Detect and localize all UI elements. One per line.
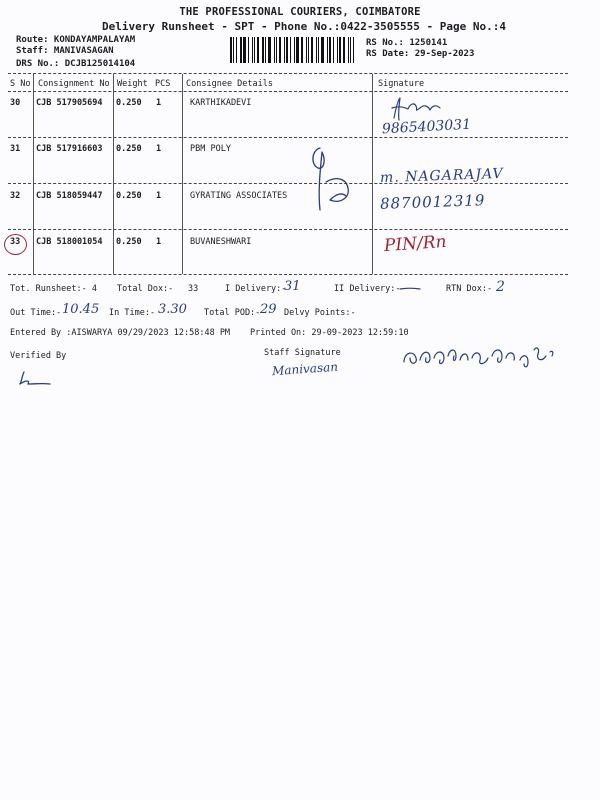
col-header-consignment: Consignment No xyxy=(38,79,110,89)
barcode-bar xyxy=(316,37,317,63)
barcode xyxy=(230,37,358,63)
barcode-bar xyxy=(279,37,281,63)
column-divider xyxy=(182,74,183,274)
handwritten-out-time: 10.45 xyxy=(62,302,100,317)
signature-scribble-row-31 xyxy=(306,142,356,217)
barcode-bar xyxy=(252,37,253,63)
barcode-bar xyxy=(243,37,246,63)
staff-label: Staff: MANIVASAGAN xyxy=(16,46,114,56)
row-33-consignment: CJB 518001054 xyxy=(36,237,103,247)
entered-by: Entered By :AISWARYA 09/29/2023 12:58:48 PM xyxy=(10,328,231,338)
barcode-bar xyxy=(321,37,324,63)
handwritten-note-row-33: PIN/Rn xyxy=(383,231,448,257)
verifier-signature xyxy=(14,368,54,390)
barcode-bar xyxy=(348,37,349,63)
rs-date: RS Date: 29-Sep-2023 xyxy=(366,49,475,59)
row-30-sno: 30 xyxy=(10,98,21,108)
handwritten-phone-row-30: 9865403031 xyxy=(381,116,472,138)
handwritten-in-time: 3.30 xyxy=(158,302,187,317)
barcode-bar xyxy=(262,37,264,63)
barcode-bar xyxy=(327,37,328,63)
col-header-sno: S No xyxy=(10,79,31,89)
header-rule xyxy=(8,91,568,92)
barcode-bar xyxy=(268,37,271,63)
row-rule xyxy=(8,229,568,230)
row-32-pcs: 1 xyxy=(156,191,162,201)
second-delivery-label: II Delivery:- xyxy=(334,284,401,294)
table-bottom-rule xyxy=(8,274,568,275)
total-runsheet: Tot. Runsheet:- 4 xyxy=(10,284,97,294)
company-name: THE PROFESSIONAL COURIERS, COIMBATORE xyxy=(179,6,421,18)
row-31-sno: 31 xyxy=(10,144,21,154)
barcode-bar xyxy=(308,37,309,63)
runsheet-title: Delivery Runsheet - SPT - Phone No.:0422-3505555 - Page No.:4 xyxy=(102,20,506,33)
column-divider xyxy=(113,74,114,274)
barcode-bar xyxy=(276,37,277,63)
rtn-dox-label: RTN Dox:- xyxy=(446,284,493,294)
barcode-bar xyxy=(318,37,319,63)
col-header-weight: Weight xyxy=(117,79,148,89)
barcode-bar xyxy=(286,37,288,63)
barcode-bar xyxy=(353,37,354,63)
row-30-weight: 0.250 xyxy=(116,98,142,108)
row-30-consignee: KARTHIKADEVI xyxy=(190,98,252,108)
tamil-signature xyxy=(400,336,560,372)
barcode-bar xyxy=(240,37,242,63)
barcode-bar xyxy=(306,37,307,63)
out-time-label: Out Time:- xyxy=(10,308,62,318)
barcode-bar xyxy=(296,37,299,63)
row-rule xyxy=(8,183,568,184)
row-30-pcs: 1 xyxy=(156,98,162,108)
handwritten-phone-row-32: 8870012319 xyxy=(379,191,486,213)
barcode-bar xyxy=(301,37,303,63)
barcode-bar xyxy=(294,37,295,63)
route-label: Route: KONDAYAMPALAYAM xyxy=(16,35,136,45)
table-top-rule xyxy=(8,73,568,74)
total-dox-label: Total Dox:- xyxy=(117,284,174,294)
verified-by-label: Verified By xyxy=(10,351,67,361)
column-divider xyxy=(33,74,34,274)
col-header-signature: Signature xyxy=(378,79,425,89)
first-delivery-label: I Delivery:- xyxy=(225,284,287,294)
row-31-weight: 0.250 xyxy=(116,144,142,154)
staff-signature-label: Staff Signature xyxy=(264,348,341,358)
barcode-bar xyxy=(230,37,232,63)
row-30-consignment: CJB 517905694 xyxy=(36,98,103,108)
handwritten-rtn: 2 xyxy=(496,279,505,295)
row-rule xyxy=(8,137,568,138)
row-32-weight: 0.250 xyxy=(116,191,142,201)
row-32-consignment: CJB 518059447 xyxy=(36,191,103,201)
staff-signature-writing: Manivasan xyxy=(271,359,339,379)
row-33-pcs: 1 xyxy=(156,237,162,247)
handwritten-dash-mark xyxy=(398,286,422,292)
row-32-consignee: GYRATING ASSOCIATES xyxy=(190,191,288,201)
barcode-bar xyxy=(333,37,334,63)
column-divider xyxy=(372,74,373,274)
handwritten-total-pod: 29 xyxy=(260,302,277,317)
barcode-bar xyxy=(274,37,275,63)
barcode-bar xyxy=(248,37,249,63)
printed-on: Printed On: 29-09-2023 12:59:10 xyxy=(250,328,409,338)
barcode-bar xyxy=(233,37,234,63)
barcode-bar xyxy=(339,37,341,63)
row-31-pcs: 1 xyxy=(156,144,162,154)
barcode-bar xyxy=(265,37,266,63)
col-header-consignee: Consignee Details xyxy=(186,79,273,89)
barcode-bar xyxy=(329,37,331,63)
barcode-bar xyxy=(257,37,259,63)
rs-number: RS No.: 1250141 xyxy=(366,38,448,48)
barcode-bar xyxy=(284,37,285,63)
row-31-consignment: CJB 517916603 xyxy=(36,144,103,154)
row-33-consignee: BUVANESHWARI xyxy=(190,237,252,247)
barcode-bar xyxy=(236,37,237,63)
row-33-sno: 33 xyxy=(10,237,21,247)
handwritten-name-row-32: m. NAGARAJAV xyxy=(379,165,504,187)
barcode-bar xyxy=(350,37,351,63)
total-dox-value: 33 xyxy=(188,284,199,294)
row-33-weight: 0.250 xyxy=(116,237,142,247)
handwritten-delivery-1: 31 xyxy=(284,279,301,294)
total-pod-label: Total POD:- xyxy=(204,308,261,318)
col-header-pcs: PCS xyxy=(155,79,171,89)
row-31-consignee: PBM POLY xyxy=(190,144,231,154)
delivery-points-label: Delvy Points:- xyxy=(284,308,356,318)
barcode-bar xyxy=(290,37,291,63)
barcode-bar xyxy=(337,37,338,63)
in-time-label: In Time:- xyxy=(109,308,156,318)
barcode-bar xyxy=(254,37,255,63)
barcode-bar xyxy=(311,37,313,63)
barcode-bar xyxy=(343,37,345,63)
row-32-sno: 32 xyxy=(10,191,21,201)
drs-number: DRS No.: DCJB125014104 xyxy=(16,59,136,69)
